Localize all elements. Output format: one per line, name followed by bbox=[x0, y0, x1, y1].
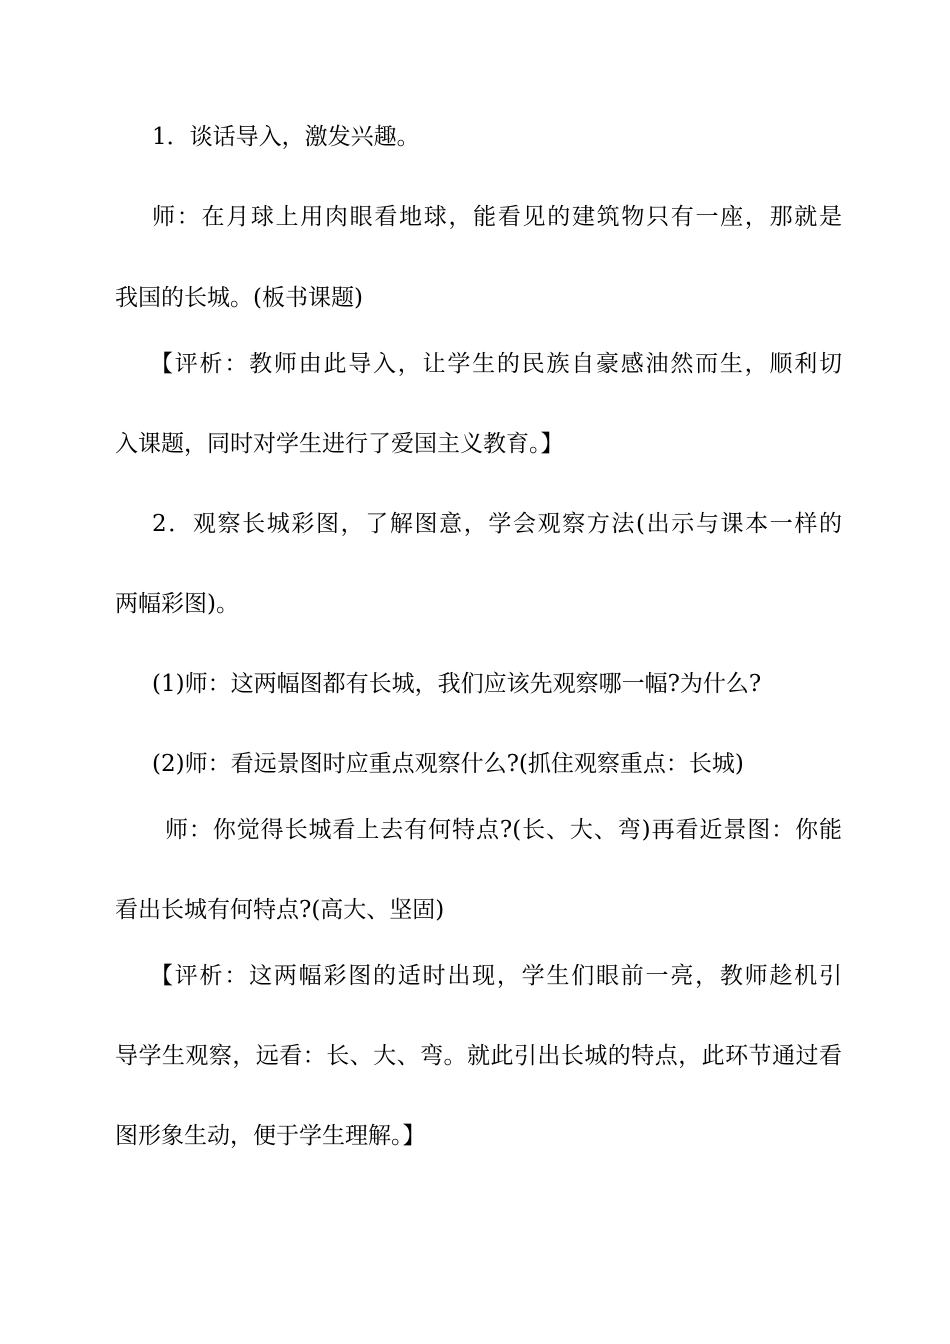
comment-line: 【评析：这两幅彩图的适时出现，学生们眼前一亮，教师趁机引 bbox=[150, 963, 842, 989]
paragraph-line: 我国的长城。(板书课题) bbox=[115, 285, 363, 311]
question-line: (1)师：这两幅图都有长城，我们应该先观察哪一幅?为什么? bbox=[152, 671, 762, 697]
paragraph-line: 师：你觉得长城看上去有何特点?(长、大、弯)再看近景图：你能 bbox=[165, 817, 842, 843]
paragraph-line: 师：在月球上用肉眼看地球，能看见的建筑物只有一座，那就是 bbox=[152, 204, 842, 230]
question-line: (2)师：看远景图时应重点观察什么?(抓住观察重点：长城) bbox=[152, 751, 744, 777]
paragraph-line: 看出长城有何特点?(高大、坚固) bbox=[115, 897, 445, 923]
section-heading-2: 2．观察长城彩图，了解图意，学会观察方法(出示与课本一样的 bbox=[152, 511, 842, 537]
paragraph-line: 两幅彩图)。 bbox=[115, 591, 239, 617]
comment-line: 导学生观察，远看：长、大、弯。就此引出长城的特点，此环节通过看 bbox=[115, 1043, 842, 1069]
comment-line: 图形象生动，便于学生理解。】 bbox=[115, 1123, 426, 1149]
section-heading-1: 1．谈话导入，激发兴趣。 bbox=[152, 124, 420, 150]
comment-line: 入课题，同时对学生进行了爱国主义教育。】 bbox=[115, 431, 564, 457]
comment-line: 【评析：教师由此导入，让学生的民族自豪感油然而生，顺利切 bbox=[150, 351, 842, 377]
